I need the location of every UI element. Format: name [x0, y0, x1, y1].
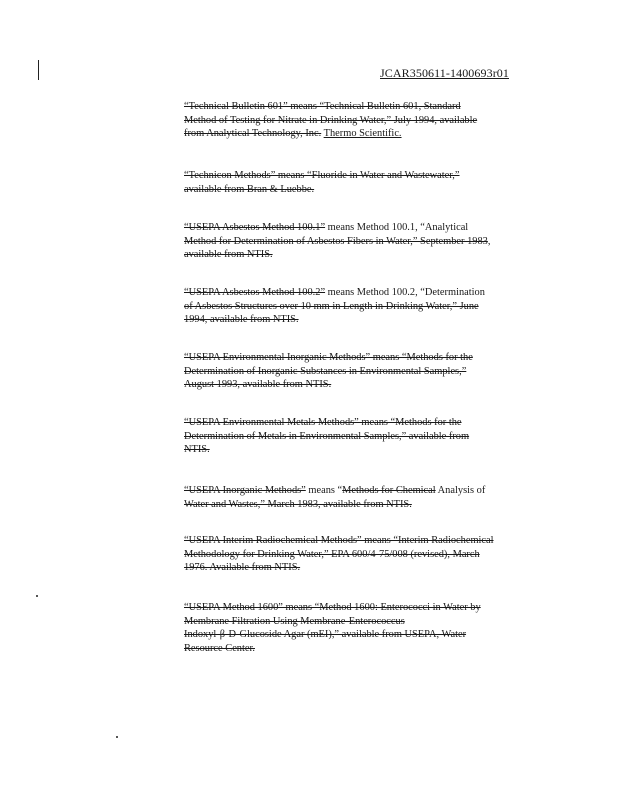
struck-text: NTIS. [184, 444, 210, 455]
margin-change-bar [38, 60, 39, 80]
definition-usepa-env-metals [184, 416, 554, 457]
struck-text: “Technical Bulletin 601” means “Technical Bulletin 601, Standard [184, 101, 461, 112]
struck-text: Method for Determination of Asbestos Fibers in Water,” September 1983 [184, 235, 488, 247]
definition-usepa-asbestos-100-2 [184, 286, 554, 327]
struck-text: Resource Center. [184, 642, 255, 654]
struck-text: “USEPA Interim Radiochemical Methods” means “Interim Radiochemical [184, 535, 494, 546]
definition-line [184, 561, 554, 575]
definition-line [184, 114, 554, 128]
text: Analysis of [435, 485, 486, 496]
struck-text: “USEPA Environmental Inorganic Methods” means “Methods for the [184, 352, 473, 363]
definition-line [184, 484, 554, 498]
definition-line [184, 100, 554, 114]
definition-line [184, 365, 554, 379]
struck-text: from Analytical Technology, Inc. [184, 128, 322, 139]
struck-text: Method of Testing for Nitrate in Drinking Water,” July 1994, available [184, 114, 478, 126]
text: , [487, 235, 491, 247]
definition-line [184, 248, 554, 262]
struck-text: Methods for Chemical [342, 485, 436, 496]
definition-line [184, 628, 554, 642]
struck-text: Water and Wastes,” March 1983, available from NTIS. [184, 498, 412, 510]
struck-text: of Asbestos Structures over 10 mm in Length in Drinking Water,” June [184, 300, 479, 312]
definition-line [184, 498, 554, 512]
definition-usepa-method-1600 [184, 601, 554, 655]
struck-text: “USEPA Method 1600” means “Method 1600: Enterococci in Water by [184, 602, 481, 613]
definition-line [184, 430, 554, 444]
document-id: JCAR350611-1400693r01 [380, 66, 509, 80]
definition-line [184, 221, 554, 235]
struck-text: “USEPA Inorganic Methods” [184, 485, 306, 496]
definition-line [184, 642, 554, 656]
definition-line [184, 615, 554, 629]
struck-text: “USEPA Asbestos Method 100.2” [184, 287, 326, 298]
inserted-text: Thermo Scientific. [323, 128, 402, 139]
struck-text: “Technicon Methods” means “Fluoride in Water and Wastewater,” [184, 170, 460, 181]
struck-text: Determination of Inorganic Substances in Environmental Samples,” [184, 365, 467, 377]
struck-text: “USEPA Environmental Metals Methods” means “Methods for the [184, 417, 462, 428]
definition-line [184, 443, 554, 457]
definition-line [184, 601, 554, 615]
definition-line [184, 183, 554, 197]
definition-usepa-asbestos-100-1 [184, 221, 554, 262]
margin-mark [116, 736, 118, 738]
struck-text: 1976. Available from NTIS. [184, 562, 301, 573]
definition-line [184, 286, 554, 300]
struck-text: “USEPA Asbestos Method 100.1” [184, 222, 326, 233]
struck-text: available from NTIS. [184, 249, 273, 260]
text: means Method 100.2, “Determination [325, 287, 485, 298]
definition-usepa-env-inorganic [184, 351, 554, 392]
text: means “ [305, 485, 343, 496]
text: means Method 100.1, “Analytical [325, 222, 469, 233]
struck-text: Membrane Filtration Using Membrane-Enterococcus [184, 615, 405, 627]
margin-mark [36, 595, 38, 597]
definition-line [184, 534, 554, 548]
struck-text: Determination of Metals in Environmental Samples,” available from [184, 430, 470, 442]
definition-line [184, 416, 554, 430]
definition-line [184, 313, 554, 327]
definition-line [184, 378, 554, 392]
struck-text: Indoxyl-β-D-Glucoside Agar (mEI),” available from USEPA, Water [184, 629, 467, 640]
definition-line [184, 300, 554, 314]
struck-text: August 1993, available from NTIS. [184, 379, 332, 390]
definition-line [184, 169, 554, 183]
definition-line [184, 351, 554, 365]
definition-technicon-methods [184, 169, 554, 196]
definition-usepa-inorganic [184, 484, 554, 511]
struck-text: Methodology for Drinking Water,” EPA 600/4-75/008 (revised), March [184, 548, 480, 560]
struck-text: 1994, available from NTIS. [184, 314, 299, 325]
definition-technical-bulletin-601 [184, 100, 554, 141]
definition-usepa-interim-radiochemical [184, 534, 554, 575]
definition-line [184, 548, 554, 562]
definition-line [184, 127, 554, 141]
struck-text: available from Bran & Luebbe. [184, 183, 315, 195]
definition-line [184, 235, 554, 249]
